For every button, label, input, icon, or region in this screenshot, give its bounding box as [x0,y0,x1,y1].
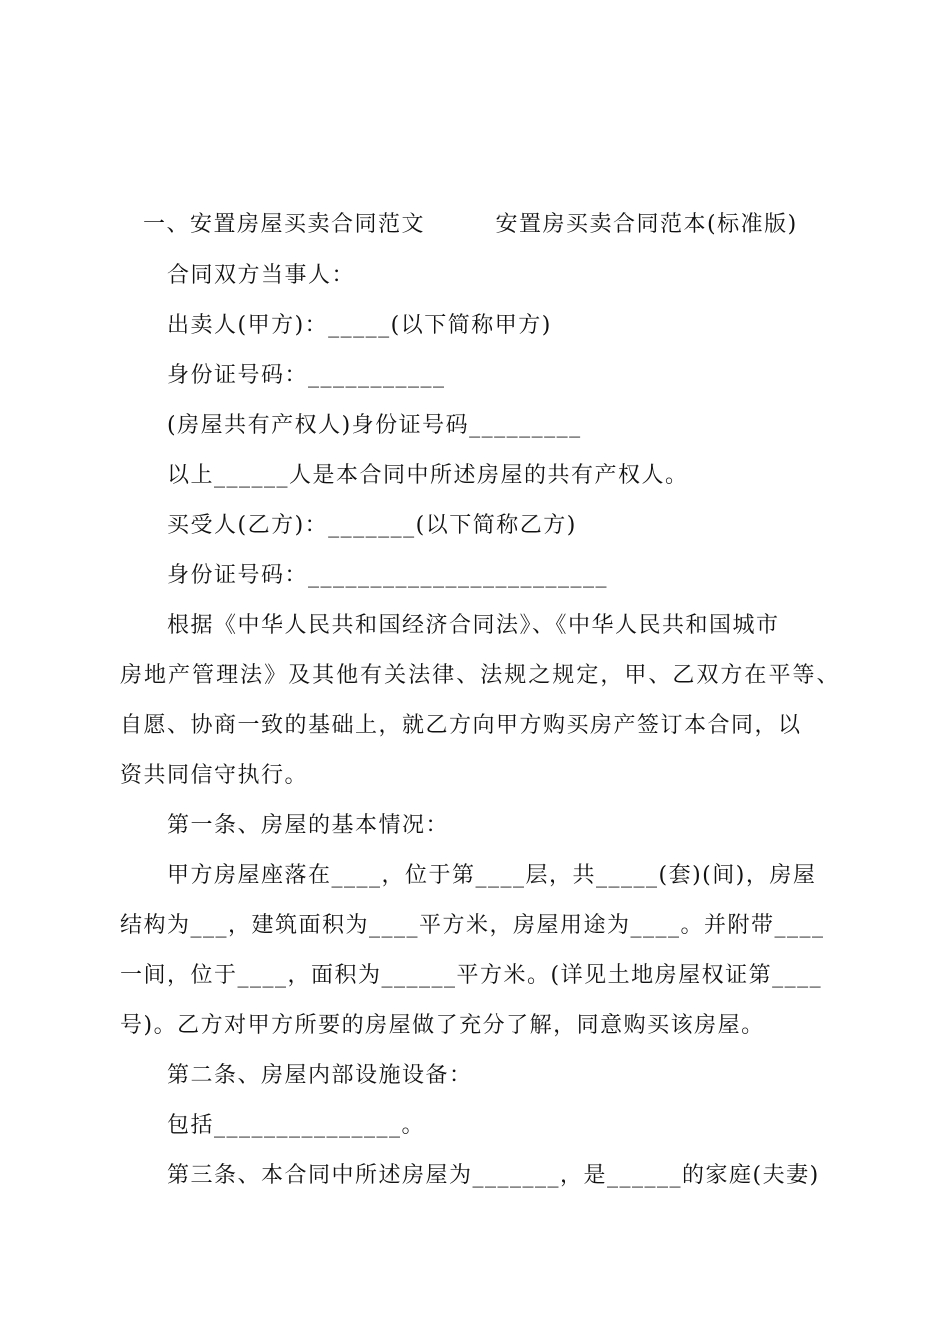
paragraph-line: 根据《中华人民共和国经济合同法》、《中华人民共和国城市 [167,613,780,638]
paragraph-line: 买受人(乙方)：_______(以下简称乙方) [167,513,577,538]
paragraph-line: 身份证号码：________________________ [167,563,609,588]
paragraph-line: 以上______人是本合同中所述房屋的共有产权人。 [167,463,689,488]
paragraph-line: 一间，位于____，面积为______平方米。(详见土地房屋权证第____ [120,963,823,988]
section-heading: 第三条、本合同中所述房屋为_______，是______的家庭(夫妻) [167,1163,820,1188]
paragraph-line: 自愿、协商一致的基础上，就乙方向甲方购买房产签订本合同，以 [120,713,802,738]
paragraph-line: 甲方房屋座落在____，位于第____层，共_____(套)(间)，房屋 [167,863,817,888]
paragraph-line: 号)。乙方对甲方所要的房屋做了充分了解，同意购买该房屋。 [120,1013,765,1038]
paragraph-line: 资共同信守执行。 [120,763,309,788]
paragraph-line: 结构为___，建筑面积为____平方米，房屋用途为____。并附带____ [120,913,825,938]
paragraph-line: 身份证号码：___________ [167,363,446,388]
paragraph-line: 包括_______________。 [167,1113,426,1138]
paragraph-line: 房地产管理法》及其他有关法律、法规之规定，甲、乙双方在平等、 [120,663,840,688]
section-heading: 第二条、房屋内部设施设备： [167,1063,473,1088]
paragraph-line: 合同双方当事人： [167,263,356,288]
paragraph-line: (房屋共有产权人)身份证号码_________ [167,413,582,438]
paragraph-line: 出卖人(甲方)：_____(以下简称甲方) [167,313,552,338]
document-title: 一、安置房屋买卖合同范文 安置房买卖合同范本(标准版) [143,212,798,237]
section-heading: 第一条、房屋的基本情况： [167,813,450,838]
